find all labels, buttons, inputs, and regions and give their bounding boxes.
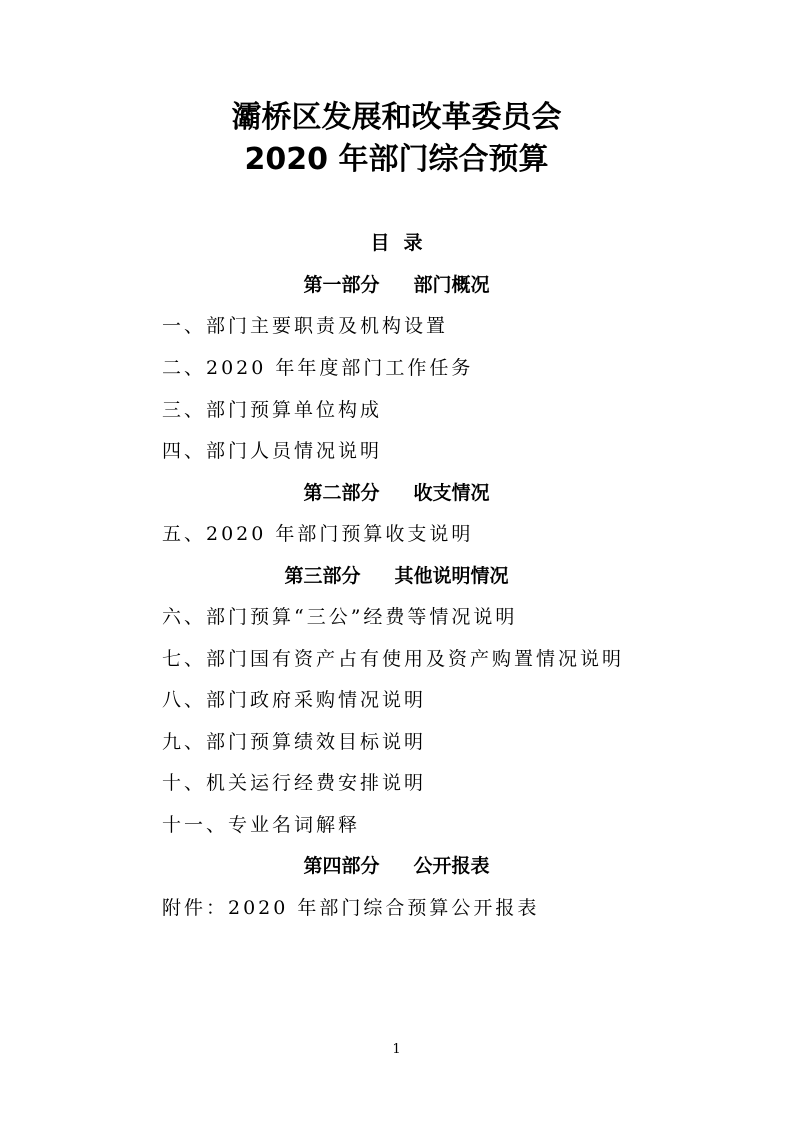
toc-item: 六、部门预算“三公”经费等情况说明 (162, 606, 518, 628)
toc-item: 一、部门主要职责及机构设置 (162, 315, 449, 337)
part-name: 公开报表 (413, 855, 490, 877)
toc-item: 附件：2020 年部门综合预算公开报表 (162, 897, 540, 919)
toc-item: 七、部门国有资产占有使用及资产购置情况说明 (162, 648, 625, 670)
part-heading-1 (0, 273, 793, 297)
toc-item: 四、部门人员情况说明 (162, 440, 383, 462)
toc-item: 十一、专业名词解释 (162, 814, 361, 836)
part-name: 其他说明情况 (394, 565, 509, 587)
toc-item: 八、部门政府采购情况说明 (162, 689, 427, 711)
part-number: 第三部分 (284, 565, 361, 587)
toc-item: 十、机关运行经费安排说明 (162, 772, 427, 794)
part-name: 收支情况 (413, 482, 490, 504)
toc-item: 二、2020 年年度部门工作任务 (162, 357, 474, 379)
part-heading-2 (0, 481, 793, 505)
toc-item: 三、部门预算单位构成 (162, 399, 383, 421)
document-title-line-1: 灞桥区发展和改革委员会 (231, 100, 562, 135)
part-number: 第四部分 (303, 855, 380, 877)
toc-item: 九、部门预算绩效目标说明 (162, 731, 427, 753)
part-name: 部门概况 (413, 274, 490, 296)
document-title-line-2: 2020 年部门综合预算 (244, 142, 549, 177)
toc-heading: 目录 (370, 232, 437, 254)
part-number: 第一部分 (303, 274, 380, 296)
part-number: 第二部分 (303, 482, 380, 504)
part-heading-4 (0, 854, 793, 878)
part-heading-3 (0, 564, 793, 588)
page-number: 1 (392, 1042, 401, 1057)
toc-item: 五、2020 年部门预算收支说明 (162, 523, 474, 545)
